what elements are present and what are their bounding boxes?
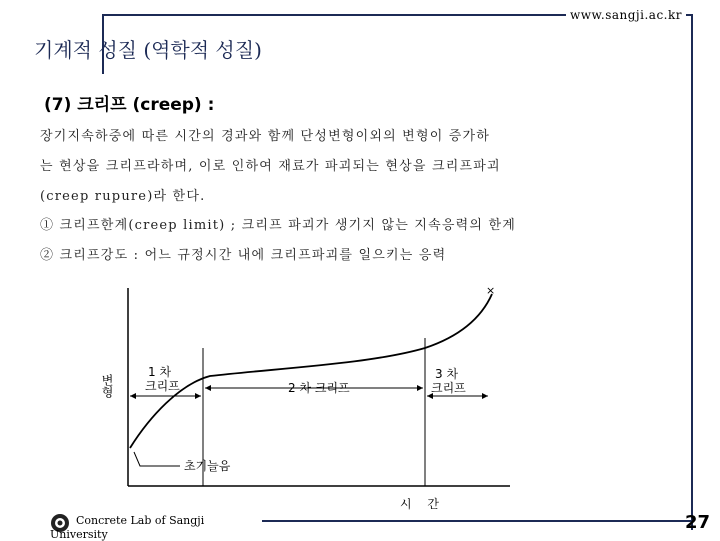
stage3-label-line2: 크리프 [431, 381, 466, 395]
stage2-label: 2 차 크리프 [288, 381, 350, 395]
body-line-1: 장기지속하중에 따른 시간의 경과와 함께 단성변형이외의 변형이 증가하 [40, 129, 491, 144]
body-line-2: 는 현상을 크리프라하며, 이로 인하여 재료가 파괴되는 현상을 크리프파괴 [40, 159, 501, 174]
footer-lab-name: Concrete Lab of Sangji [76, 514, 205, 527]
initial-strain-label: 초기늘음 [184, 459, 231, 473]
footer-university: University [50, 528, 108, 541]
body-line-3: (creep rupure)라 한다. [40, 189, 206, 204]
stage2-arrow-head-right [417, 385, 423, 391]
page-title: 기계적 성질 (역학적 성질) [34, 38, 262, 62]
stage2-arrow-head-left [205, 385, 211, 391]
stage3-arrow-head-right [482, 393, 488, 399]
stage1-label-line1: 1 차 [148, 365, 172, 379]
frame-right-border [691, 14, 693, 530]
site-url: www.sangji.ac.kr [566, 8, 686, 22]
body-line-5: ② 크리프강도 : 어느 규정시간 내에 크리프파괴를 일으키는 응력 [40, 248, 447, 263]
page-number: 27 [684, 512, 710, 533]
stage1-arrow-head-right [195, 393, 201, 399]
stage1-arrow-head-left [130, 393, 136, 399]
stage1-label-line2: 크리프 [145, 379, 180, 393]
creep-curve-figure [100, 276, 520, 516]
initial-strain-leader [134, 452, 180, 466]
rupture-mark: × [486, 284, 496, 297]
y-axis-label: 변형 [100, 374, 114, 398]
frame-bottom-border [262, 520, 692, 522]
stage3-label-line1: 3 차 [435, 367, 459, 381]
body-line-4: ① 크리프한계(creep limit) ; 크리프 파괴가 생기지 않는 지속응력의 한계 [40, 218, 516, 233]
x-axis-label: 시 간 [400, 497, 445, 511]
section-heading: (7) 크리프 (creep) : [44, 95, 215, 115]
